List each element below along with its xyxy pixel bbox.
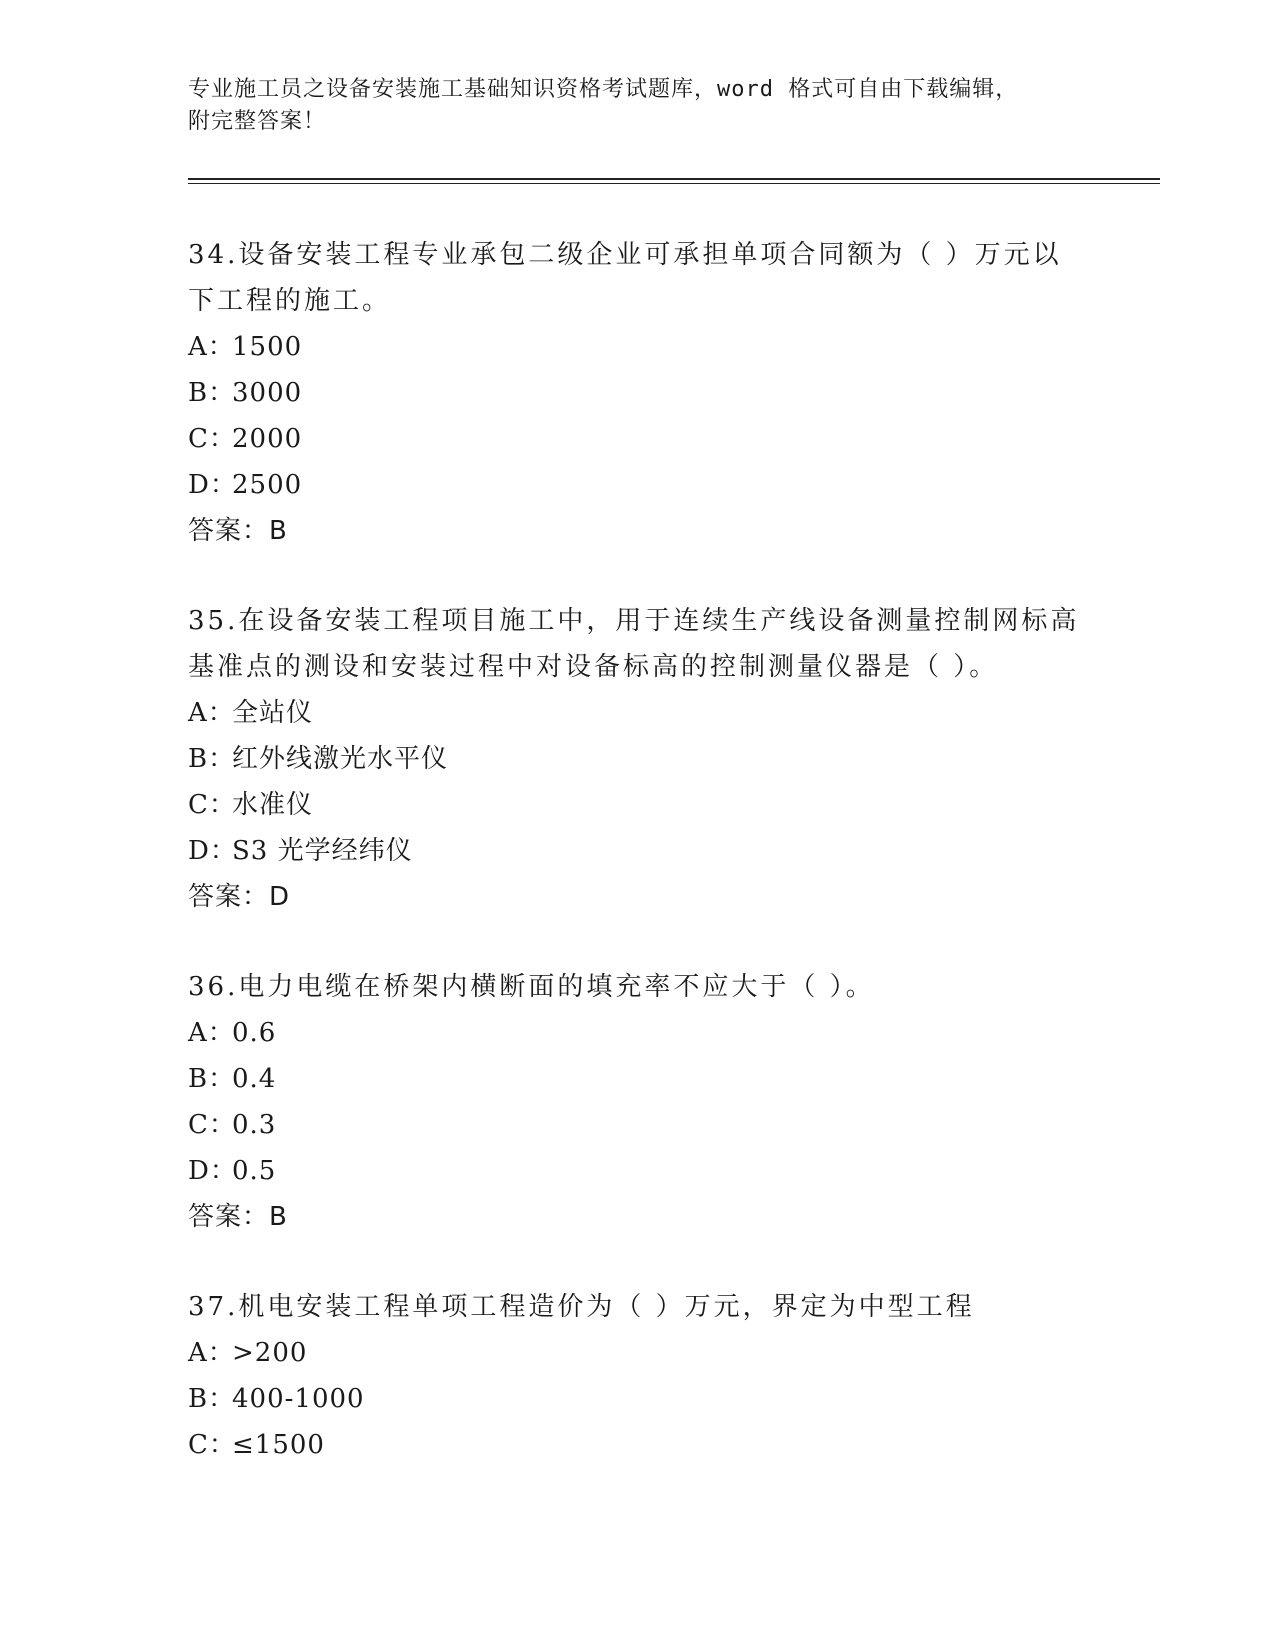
- option-letter: B：: [188, 744, 236, 774]
- question-36: [188, 964, 1088, 1240]
- question-spacer: [188, 554, 1088, 598]
- option-letter: C：: [188, 1430, 236, 1460]
- option-letter: A：: [188, 1338, 235, 1368]
- option-value: 红外线激光水平仪: [232, 744, 449, 774]
- option-value: ≤1500: [232, 1430, 325, 1460]
- option-b: [188, 1376, 1088, 1422]
- option-letter: B：: [188, 378, 236, 408]
- question-text: 34.设备安装工程专业承包二级企业可承担单项合同额为（ ）万元以下工程的施工。: [188, 240, 1062, 316]
- header-divider-thick: [188, 178, 1160, 180]
- option-a: [188, 690, 1088, 736]
- option-value: 2000: [232, 424, 303, 454]
- option-value: 0.3: [232, 1110, 277, 1140]
- option-c: [188, 416, 1088, 462]
- answer-label: 答案：B: [188, 1202, 288, 1232]
- option-value: 水准仪: [232, 790, 314, 820]
- document-header: [188, 74, 1088, 138]
- question-spacer: [188, 920, 1088, 964]
- option-b: [188, 1056, 1088, 1102]
- question-text: 35.在设备安装工程项目施工中，用于连续生产线设备测量控制网标高基准点的测设和安装过程中对设备标高的控制测量仪器是（ ）。: [188, 606, 1080, 682]
- option-letter: B：: [188, 1384, 236, 1414]
- option-value: 0.5: [232, 1156, 277, 1186]
- option-value: 3000: [232, 378, 303, 408]
- option-b: [188, 370, 1088, 416]
- option-letter: C：: [188, 1110, 236, 1140]
- header-line-1: 专业施工员之设备安装施工基础知识资格考试题库，word 格式可自由下载编辑，: [188, 77, 1019, 102]
- option-a: [188, 1330, 1088, 1376]
- option-value: 全站仪: [232, 698, 314, 728]
- option-value: >200: [232, 1338, 308, 1368]
- option-value: 2500: [232, 470, 303, 500]
- option-letter: B：: [188, 1064, 236, 1094]
- option-letter: D：: [188, 836, 237, 866]
- header-divider-thin: [188, 183, 1160, 184]
- option-c: [188, 1422, 1088, 1468]
- question-35: [188, 598, 1088, 920]
- option-b: [188, 736, 1088, 782]
- question-37: [188, 1284, 1088, 1468]
- answer-label: 答案：B: [188, 516, 288, 546]
- option-letter: D：: [188, 1156, 237, 1186]
- option-letter: C：: [188, 790, 236, 820]
- option-value: S3 光学经纬仪: [232, 836, 413, 866]
- option-d: [188, 462, 1088, 508]
- option-letter: A：: [188, 1018, 235, 1048]
- option-letter: C：: [188, 424, 236, 454]
- answer-label: 答案：D: [188, 882, 291, 912]
- option-value: 0.6: [232, 1018, 277, 1048]
- option-a: [188, 324, 1088, 370]
- option-a: [188, 1010, 1088, 1056]
- option-letter: D：: [188, 470, 237, 500]
- option-c: [188, 782, 1088, 828]
- option-value: 1500: [232, 332, 303, 362]
- option-d: [188, 828, 1088, 874]
- option-letter: A：: [188, 332, 235, 362]
- question-34: [188, 232, 1088, 554]
- option-c: [188, 1102, 1088, 1148]
- question-list: [188, 232, 1088, 1468]
- option-d: [188, 1148, 1088, 1194]
- question-text: 37.机电安装工程单项工程造价为（ ）万元，界定为中型工程: [188, 1292, 975, 1322]
- option-value: 0.4: [232, 1064, 277, 1094]
- option-value: 400-1000: [232, 1384, 365, 1414]
- option-letter: A：: [188, 698, 235, 728]
- question-text: 36.电力电缆在桥架内横断面的填充率不应大于（ ）。: [188, 972, 875, 1002]
- question-spacer: [188, 1240, 1088, 1284]
- header-line-2: 附完整答案！: [188, 109, 327, 134]
